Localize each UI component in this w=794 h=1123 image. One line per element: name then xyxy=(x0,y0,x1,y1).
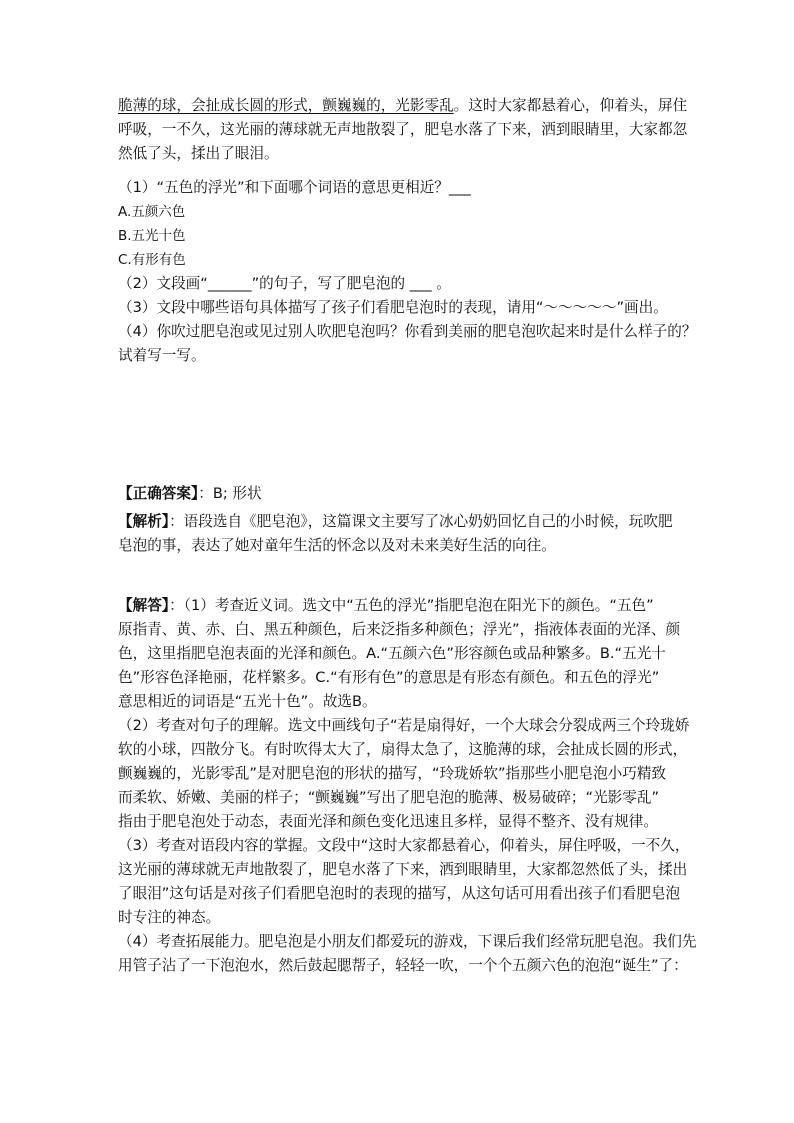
analysis-section: 【解析】：语段选自《肥皂泡》，这篇课文主要写了冰心奶奶回忆自己的小时候，玩吹肥 皂泡的事，表达了她对童年生活的怀念以及对未来美好生活的向往。 xyxy=(118,513,673,554)
option-c: C.有形有色 xyxy=(118,252,186,268)
question-1: （1）“五色的浮光”和下面哪个词语的意思更相近？___ xyxy=(118,179,471,196)
correct-answer xyxy=(118,482,688,506)
passage-line-1: 脆薄的球，会扯成长圆的形式，颤巍巍的，光影零乱。这时大家都悬着心，仰着头，屏住 xyxy=(118,97,688,114)
passage-line-3: 然低了头，揉出了眼泪。 xyxy=(118,145,279,162)
underlined-sentence: 脆薄的球，会扯成长圆的形式，颤巍巍的，光影零乱 xyxy=(118,97,454,114)
questions xyxy=(118,176,697,368)
option-b: B.五光十色 xyxy=(118,228,186,244)
question-2: （2）文段画“______”的句子，写了肥皂泡的 ___ 。 xyxy=(118,275,451,292)
solution-label: 【解答】 xyxy=(118,597,170,614)
answer-text: ：B; 形状 xyxy=(198,485,262,502)
passage-line-2: 呼吸，一不久，这光丽的薄球就无声地散裂了，肥皂水落了下来，洒到眼睛里，大家都忽 xyxy=(118,121,688,138)
answer-label: 【正确答案】 xyxy=(118,485,199,502)
analysis-label: 【解析】 xyxy=(118,513,170,530)
passage-excerpt xyxy=(118,94,688,166)
solution-part-3: （3）考查对语段内容的掌握。文段中“这时大家都悬着心，仰着头，屏住呼吸，一不久， xyxy=(118,837,690,854)
question-3: （3）文段中哪些语句具体描写了孩子们看肥皂泡时的表现，请用“～～～～～”画出。 xyxy=(118,299,668,316)
solution-part-4: （4）考查拓展能力。肥皂泡是小朋友们都爱玩的游戏，下课后我们经常玩肥皂泡。我们先 xyxy=(118,933,697,950)
question-4-line-2: 试着写一写。 xyxy=(118,347,206,364)
solution-section: 【解答】：（1）考查近义词。选文中“五色的浮光”指肥皂泡在阳光下的颜色。“五色” 原指青、黄、赤、白、黑五种颜色，后来泛指多种颜色；浮光”，指液体表面的光泽、颜 色，这里指肥皂泡表面的光泽和颜色。A.“五颜六色”形容颜色或品种繁多。B.“五光十 色”形容色泽艳丽，花样繁多。C.“有形有色”的意思是有形态有颜色。和五色的浮光” 意思相近的词语是“五光十色”。故选B。 （2）考查对句子的理解。选文中画线句子“若是扇得好，一个大球会分裂成两三个玲珑娇 软的小球，四散分飞。有时吹得太大了，扇得太急了，这脆薄的球，会扯成长圆的形式， 颤巍巍的，光影零乱”是对肥皂泡的形状的描写，“玲珑娇软”指那些小肥皂泡小巧精致 而柔软、娇嫩、美丽的样子；“颤巍巍”写出了肥皂泡的脆薄、极易破碎；“光影零乱” 指由于肥皂泡处于动态，表面光泽和颜色变化迅速且多样，显得不整齐、没有规律。 （3）考查对语段内容的掌握。文段中“这时大家都悬着心，仰着头，屏住呼吸，一不久， 这光丽的薄球就无声地散裂了，肥皂水落了下来，洒到眼睛里，大家都忽然低了头，揉出 了眼泪”这句话是对孩子们看肥皂泡时的表现的描写，从这句话可用看出孩子们看肥皂泡 时专注的神态。 （4）考查拓展能力。肥皂泡是小朋友们都爱玩的游戏，下课后我们经常玩肥皂泡。我们先 用管子沾了一下泡泡水，然后鼓起腮帮子，轻轻一吹，一个个五颜六色的泡泡“诞生”了： xyxy=(118,597,697,974)
question-4-line-1: （4）你吹过肥皂泡或见过别人吹肥皂泡吗？你看到美丽的肥皂泡吹起来时是什么样子的？ xyxy=(118,323,697,340)
solution-part-2: （2）考查对句子的理解。选文中画线句子“若是扇得好，一个大球会分裂成两三个玲珑娇 xyxy=(118,717,690,734)
option-a: A.五颜六色 xyxy=(118,204,186,220)
